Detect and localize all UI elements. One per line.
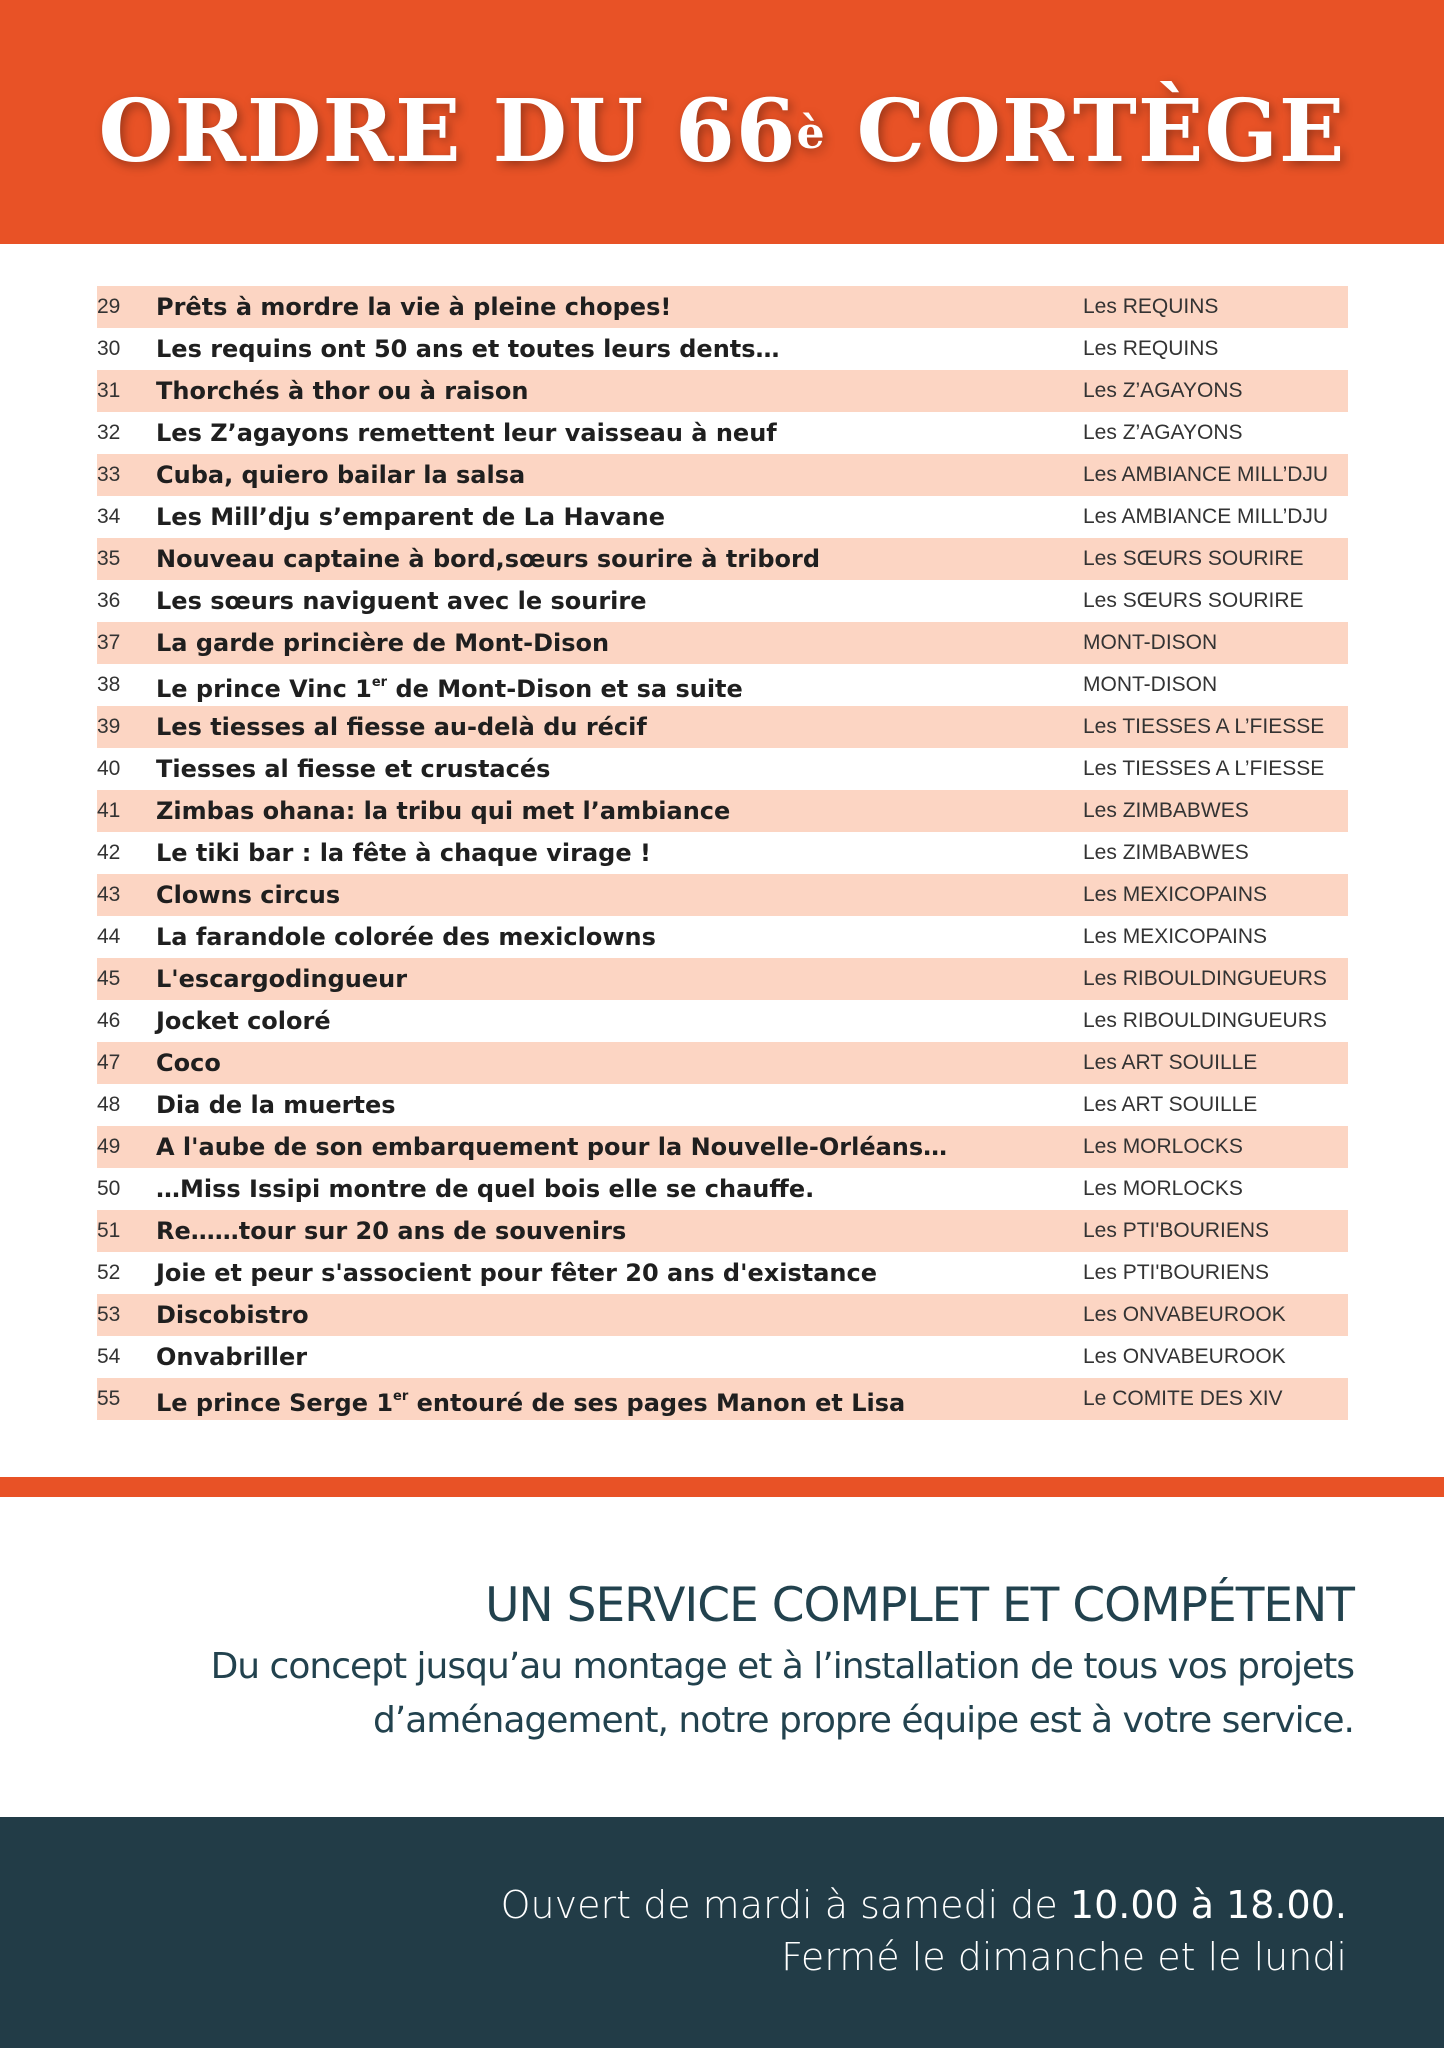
- row-title: Jocket coloré: [156, 1007, 331, 1035]
- table-row: [97, 832, 1348, 874]
- row-group: Les SŒURS SOURIRE: [1083, 547, 1304, 570]
- row-title-text-end: entouré de ses pages Manon et Lisa: [408, 1389, 906, 1417]
- row-group: Les MORLOCKS: [1083, 1177, 1243, 1200]
- row-group: Les REQUINS: [1083, 337, 1219, 360]
- row-title: Onvabriller: [156, 1343, 308, 1371]
- row-title: Joie et peur s'associent pour fêter 20 ans d'existance: [156, 1259, 877, 1287]
- row-title: Le tiki bar : la fête à chaque virage !: [156, 839, 651, 867]
- row-title: Dia de la muertes: [156, 1091, 396, 1119]
- table-row: [97, 874, 1348, 916]
- row-group: MONT-DISON: [1083, 673, 1218, 696]
- row-number: 41: [97, 799, 121, 822]
- orange-divider: [0, 1477, 1444, 1497]
- row-title: Discobistro: [156, 1301, 309, 1329]
- table-row: [97, 496, 1348, 538]
- row-number: 34: [97, 505, 121, 528]
- row-title: Thorchés à thor ou à raison: [156, 377, 529, 405]
- row-title-superscript: er: [371, 675, 388, 690]
- page-title: [0, 81, 1444, 182]
- row-number: 29: [97, 295, 121, 318]
- row-title: Coco: [156, 1049, 221, 1077]
- row-number: 52: [97, 1261, 121, 1284]
- table-row: [97, 1294, 1348, 1336]
- row-group: Les REQUINS: [1083, 295, 1219, 318]
- table-row: [97, 958, 1348, 1000]
- row-number: 42: [97, 841, 121, 864]
- row-number: 36: [97, 589, 121, 612]
- table-row: [97, 664, 1348, 706]
- opening-days: Ouvert de mardi à samedi de: [500, 1883, 1070, 1927]
- row-title: La farandole colorée des mexiclowns: [156, 923, 656, 951]
- table-row: [97, 1210, 1348, 1252]
- table-row: [97, 1378, 1348, 1420]
- row-title: Nouveau captaine à bord,sœurs sourire à tribord: [156, 545, 821, 573]
- row-number: 45: [97, 967, 121, 990]
- row-title: A l'aube de son embarquement pour la Nouvelle-Orléans…: [156, 1133, 948, 1161]
- row-title: Zimbas ohana: la tribu qui met l’ambiance: [156, 797, 731, 825]
- table-row: [97, 1084, 1348, 1126]
- row-number: 38: [97, 673, 121, 696]
- row-group: Les ONVABEUROOK: [1083, 1345, 1286, 1368]
- row-title-text: Le prince Vinc 1: [156, 675, 372, 703]
- row-number: 50: [97, 1177, 121, 1200]
- row-group: Les AMBIANCE MILL’DJU: [1083, 505, 1329, 528]
- row-number: 33: [97, 463, 121, 486]
- row-group: Les ART SOUILLE: [1083, 1051, 1258, 1074]
- row-title: Les Z’agayons remettent leur vaisseau à neuf: [156, 419, 777, 447]
- service-block: [54, 1576, 1354, 1748]
- row-group: Les ZIMBABWES: [1083, 841, 1249, 864]
- row-title: Les tiesses al fiesse au-delà du récif: [156, 713, 647, 741]
- row-group: Les RIBOULDINGUEURS: [1083, 1009, 1327, 1032]
- row-title: Les sœurs naviguent avec le sourire: [156, 587, 647, 615]
- table-row: [97, 412, 1348, 454]
- table-row: [97, 1000, 1348, 1042]
- page-title-main: ORDRE DU 66: [98, 81, 797, 182]
- service-text-line-1: Du concept jusqu’au montage et à l’installation de tous vos projets: [210, 1646, 1354, 1687]
- row-group: Les ONVABEUROOK: [1083, 1303, 1286, 1326]
- table-row: [97, 622, 1348, 664]
- table-row: [97, 328, 1348, 370]
- row-number: 54: [97, 1345, 121, 1368]
- opening-hours: [147, 1879, 1347, 1983]
- row-number: 51: [97, 1219, 121, 1242]
- row-group: Les AMBIANCE MILL’DJU: [1083, 463, 1329, 486]
- row-group: Les Z’AGAYONS: [1083, 379, 1243, 402]
- row-number: 30: [97, 337, 121, 360]
- row-title: Clowns circus: [156, 881, 341, 909]
- row-title: Les requins ont 50 ans et toutes leurs dents…: [156, 335, 780, 363]
- row-number: 46: [97, 1009, 121, 1032]
- page-title-end: CORTÈGE: [825, 81, 1346, 182]
- table-row: [97, 916, 1348, 958]
- row-group: Le COMITE DES XIV: [1083, 1387, 1283, 1410]
- row-title-superscript: er: [393, 1389, 409, 1404]
- row-title: Prêts à mordre la vie à pleine chopes!: [156, 293, 672, 321]
- table-row: [97, 1042, 1348, 1084]
- table-row: [97, 790, 1348, 832]
- row-number: 48: [97, 1093, 121, 1116]
- row-group: Les PTI'BOURIENS: [1083, 1219, 1270, 1242]
- row-group: Les PTI'BOURIENS: [1083, 1261, 1270, 1284]
- row-title: Les Mill’dju s’emparent de La Havane: [156, 503, 665, 531]
- table-row: [97, 454, 1348, 496]
- row-group: Les TIESSES A L’FIESSE: [1083, 757, 1325, 780]
- row-group: Les RIBOULDINGUEURS: [1083, 967, 1327, 990]
- table-row: [97, 748, 1348, 790]
- row-group: Les MEXICOPAINS: [1083, 925, 1267, 948]
- row-title: [156, 1378, 1056, 1424]
- row-number: 40: [97, 757, 121, 780]
- service-text-line-2: d’aménagement, notre propre équipe est à votre service.: [372, 1700, 1354, 1741]
- table-row: [97, 706, 1348, 748]
- row-number: 39: [97, 715, 121, 738]
- table-row: [97, 580, 1348, 622]
- opening-time: 10.00 à 18.00.: [1069, 1883, 1347, 1927]
- row-number: 55: [97, 1387, 121, 1410]
- row-title: Re……tour sur 20 ans de souvenirs: [156, 1217, 627, 1245]
- service-heading: UN SERVICE COMPLET ET COMPÉTENT: [485, 1578, 1354, 1633]
- header-banner: [0, 0, 1444, 244]
- row-number: 49: [97, 1135, 121, 1158]
- table-row: [97, 538, 1348, 580]
- page-title-superscript: è: [796, 108, 826, 159]
- row-title: La garde princière de Mont-Dison: [156, 629, 610, 657]
- row-group: Les Z’AGAYONS: [1083, 421, 1243, 444]
- row-number: 32: [97, 421, 121, 444]
- row-group: Les TIESSES A L’FIESSE: [1083, 715, 1325, 738]
- row-group: Les ZIMBABWES: [1083, 799, 1249, 822]
- row-number: 37: [97, 631, 121, 654]
- table-row: [97, 1126, 1348, 1168]
- row-number: 35: [97, 547, 121, 570]
- row-group: Les ART SOUILLE: [1083, 1093, 1258, 1116]
- row-number: 53: [97, 1303, 121, 1326]
- table-row: [97, 370, 1348, 412]
- row-group: Les MEXICOPAINS: [1083, 883, 1267, 906]
- footer-banner: [0, 1817, 1444, 2048]
- row-title: Tiesses al fiesse et crustacés: [156, 755, 551, 783]
- row-title-text: Le prince Serge 1: [156, 1389, 394, 1417]
- opening-hours-line-1: [147, 1879, 1347, 1931]
- row-number: 43: [97, 883, 121, 906]
- row-number: 47: [97, 1051, 121, 1074]
- row-title: L'escargodingueur: [156, 965, 408, 993]
- row-title-text-end: de Mont-Dison et sa suite: [387, 675, 743, 703]
- table-row: [97, 1336, 1348, 1378]
- table-row: [97, 1168, 1348, 1210]
- row-group: MONT-DISON: [1083, 631, 1218, 654]
- table-row: [97, 1252, 1348, 1294]
- row-title: [156, 664, 1056, 710]
- parade-order-table: [97, 286, 1348, 1420]
- row-title: …Miss Issipi montre de quel bois elle se chauffe.: [156, 1175, 815, 1203]
- table-row: [97, 286, 1348, 328]
- row-number: 31: [97, 379, 121, 402]
- row-title: Cuba, quiero bailar la salsa: [156, 461, 526, 489]
- row-number: 44: [97, 925, 121, 948]
- row-group: Les MORLOCKS: [1083, 1135, 1243, 1158]
- row-group: Les SŒURS SOURIRE: [1083, 589, 1304, 612]
- closing-days: Fermé le dimanche et le lundi: [781, 1935, 1347, 1979]
- service-text: [54, 1640, 1354, 1748]
